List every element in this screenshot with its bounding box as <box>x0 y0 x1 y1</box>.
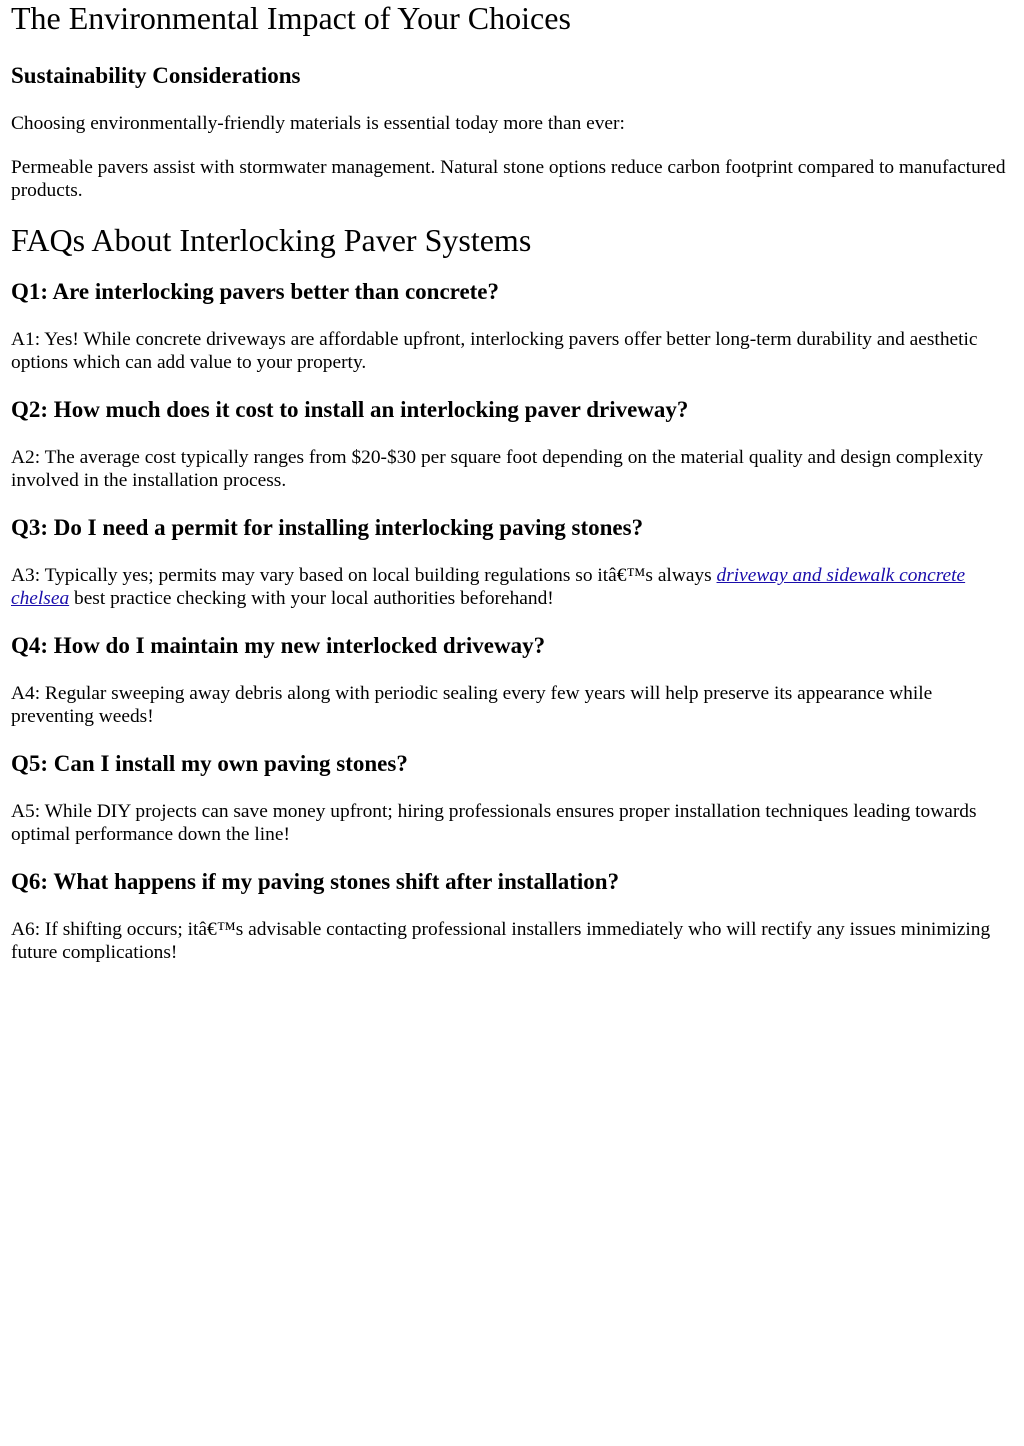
faq-answer-3-text-before: A3: Typically yes; permits may vary based on local building regulations so itâ€™s always <box>11 565 717 586</box>
faq-question-4: Q4: How do I maintain my new interlocked driveway? <box>11 633 546 658</box>
faq-answer-3 <box>11 564 1013 610</box>
faq-answer-3-text-after: best practice checking with your local authorities beforehand! <box>69 588 554 609</box>
faq-question-3: Q3: Do I need a permit for installing interlocking paving stones? <box>11 515 644 540</box>
faq-question-6: Q6: What happens if my paving stones shift after installation? <box>11 869 620 894</box>
faq-heading: FAQs About Interlocking Paver Systems <box>11 222 532 258</box>
sustainability-intro: Choosing environmentally-friendly materials is essential today more than ever: <box>11 113 625 134</box>
driveway-sidewalk-link[interactable]: driveway and sidewalk concrete chelsea <box>11 565 966 609</box>
faq-answer-5: A5: While DIY projects can save money upfront; hiring professionals ensures proper installation techniques leading towards optimal performance down the line! <box>11 801 977 845</box>
faq-answer-6: A6: If shifting occurs; itâ€™s advisable contacting professional installers immediately who will rectify any issues minimizing future complications! <box>11 919 991 963</box>
sustainability-detail: Permeable pavers assist with stormwater management. Natural stone options reduce carbon footprint compared to manufactured products. <box>11 157 1006 201</box>
faq-answer-4: A4: Regular sweeping away debris along with periodic sealing every few years will help preserve its appearance while preventing weeds! <box>11 683 933 727</box>
faq-answer-2: A2: The average cost typically ranges from $20-$30 per square foot depending on the material quality and design complexity involved in the installation process. <box>11 447 984 491</box>
faq-question-2: Q2: How much does it cost to install an interlocking paver driveway? <box>11 397 689 422</box>
faq-question-1: Q1: Are interlocking pavers better than concrete? <box>11 279 500 304</box>
faq-answer-1: A1: Yes! While concrete driveways are affordable upfront, interlocking pavers offer better long-term durability and aesthetic options which can add value to your property. <box>11 329 978 373</box>
sustainability-heading: Sustainability Considerations <box>11 63 301 88</box>
environment-heading: The Environmental Impact of Your Choices <box>11 0 571 36</box>
faq-question-5: Q5: Can I install my own paving stones? <box>11 751 408 776</box>
